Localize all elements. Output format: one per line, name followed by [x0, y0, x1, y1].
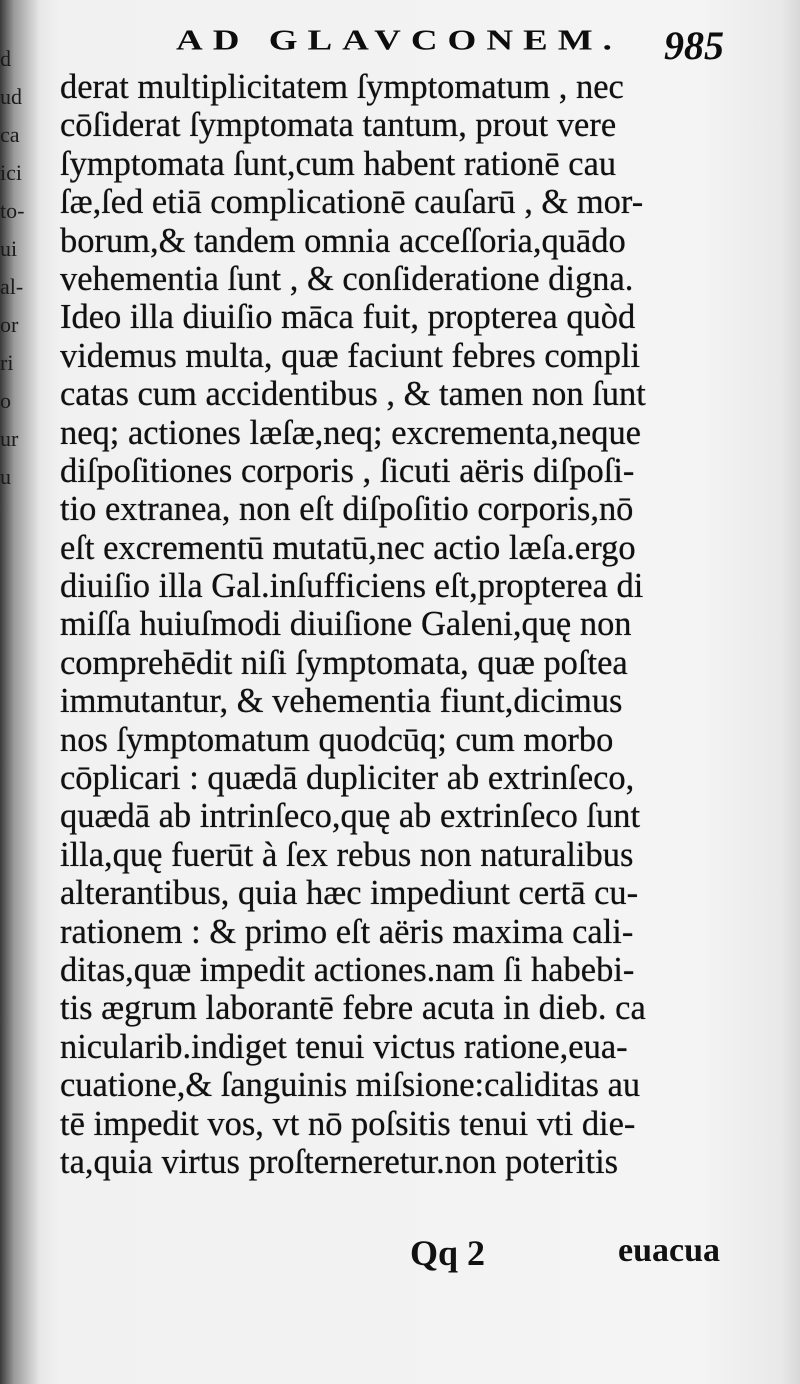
margin-fragment: d [0, 46, 11, 71]
text-line: illa,quę fuerūt à ſex rebus non naturalibus [60, 834, 634, 874]
text-line: borum,& tandem omnia acceſſoria,quādo [60, 220, 626, 260]
text-block [60, 68, 720, 1181]
running-head: AD GLAVCONEM. [176, 24, 622, 57]
margin-fragment: u [0, 464, 11, 489]
text-line: ſæ,ſed etiā complicationē cauſarū , & mor- [60, 182, 644, 222]
text-line: ta,quia virtus proſterneretur.non poteritis [60, 1141, 619, 1181]
text-line: miſſa huiuſmodi diuiſione Galeni,quę non [60, 604, 632, 644]
text-line: derat multiplicitatem ſymptomatum , nec [60, 67, 624, 106]
margin-fragment: ri [0, 350, 14, 375]
text-line: nicularib.indiget tenui victus ratione,eua- [60, 1026, 628, 1066]
text-line: eſt excrementū mutatū,nec actio læſa.ergo [60, 527, 636, 567]
margin-fragment: ur [0, 426, 19, 451]
text-line: diuiſio illa Gal.inſufficiens eſt,propterea di [60, 566, 644, 606]
margin-fragment: ud [0, 84, 22, 109]
margin-fragment: ca [0, 122, 20, 147]
text-line: videmus multa, quæ faciunt febres compli [60, 335, 641, 375]
margin-fragment: o [0, 388, 11, 413]
text-line: comprehēdit niſi ſymptomata, quæ poſtea [60, 642, 628, 682]
text-line: tio extranea, non eſt diſpoſitio corporis,nō [60, 489, 634, 529]
text-line: vehementia ſunt , & conſideratione digna. [60, 258, 634, 298]
margin-fragment: ui [0, 236, 18, 261]
margin-fragment: to- [0, 198, 25, 223]
page-footer [0, 1232, 800, 1282]
signature-mark: Qq 2 [410, 1233, 486, 1273]
text-line: Ideo illa diuiſio māca fuit, propterea quòd [60, 297, 636, 337]
text-line: catas cum accidentibus , & tamen non ſunt [60, 374, 646, 414]
text-line: ditas,quæ impedit actiones.nam ſi habebi- [60, 949, 635, 989]
margin-fragment: al- [0, 274, 24, 299]
catchword: euacua [618, 1232, 720, 1269]
page-header [0, 18, 800, 74]
text-line: neq; actiones læſæ,neq; excrementa,neque [60, 412, 641, 452]
text-line: tē impedit vos, vt nō poſsitis tenui vti die- [60, 1103, 636, 1143]
text-line: cōplicari : quædā dupliciter ab extrinſeco, [60, 758, 635, 798]
text-line: nos ſymptomatum quodcūq; cum morbo [60, 719, 614, 759]
text-line: tis ægrum laborantē febre acuta in dieb. ca [60, 988, 646, 1028]
margin-fragment: or [0, 312, 19, 337]
margin-fragment: ici [0, 160, 22, 185]
text-line: diſpoſitiones corporis , ſicuti aëris diſpoſi- [60, 450, 635, 490]
text-line: ſymptomata ſunt,cum habent rationē cau [60, 143, 617, 183]
text-line: cōſiderat ſymptomata tantum, prout vere [60, 105, 617, 145]
text-line: rationem : & primo eſt aëris maxima cali- [60, 911, 634, 951]
page-number: 985 [664, 23, 724, 68]
text-line: cuatione,& ſanguinis miſsione:caliditas au [60, 1065, 641, 1105]
text-line: alterantibus, quia hæc impediunt certā cu- [60, 873, 639, 913]
text-line: quædā ab intrinſeco,quę ab extrinſeco ſunt [60, 796, 641, 836]
text-line: immutantur, & vehementia fiunt,dicimus [60, 681, 623, 721]
facing-page-margin [0, 40, 25, 720]
